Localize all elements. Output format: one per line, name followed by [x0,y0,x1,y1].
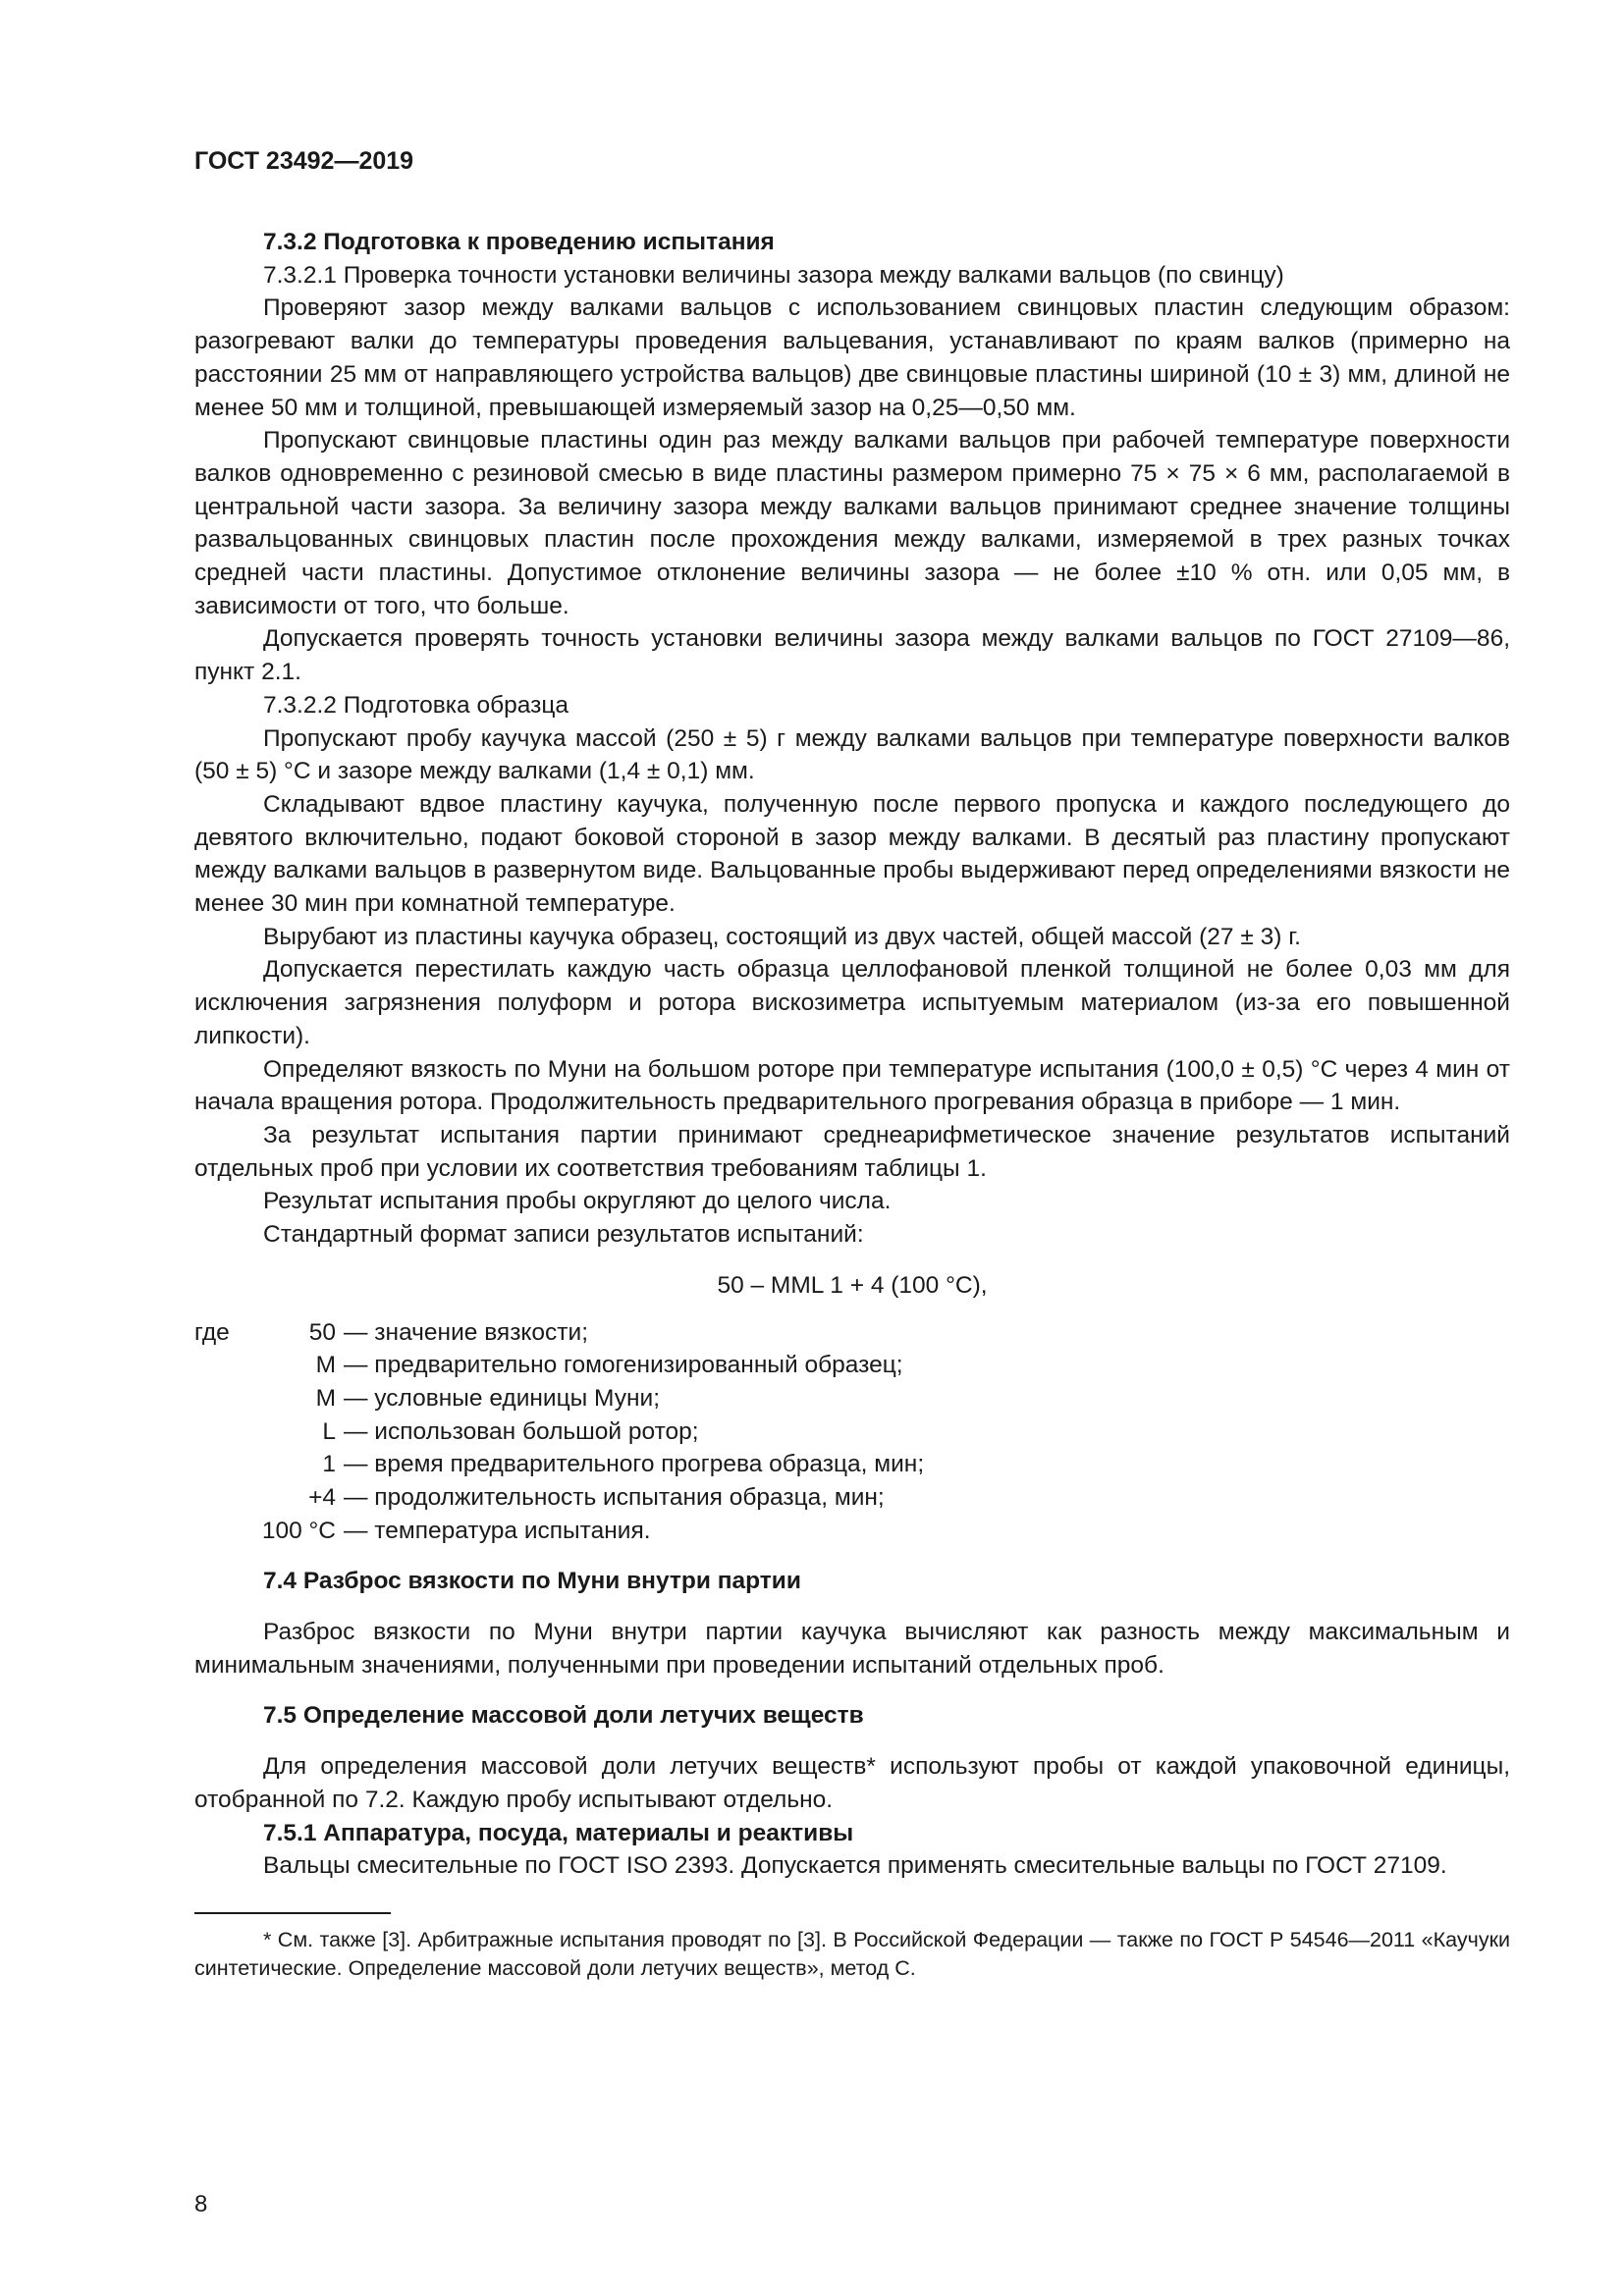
footnote [194,1926,1510,1983]
legend-key: 1 [322,1451,336,1478]
legend-row [194,1316,1510,1350]
legend-text: — значение вязкости; [344,1318,589,1346]
paragraph: Пропускают свинцовые пластины один раз между валками вальцов при рабочей температуре поверхности валков одновременно с резиновой смесью в виде пластины размером примерно 75 × 75 × 6 мм, располагаемой в центральной части зазора. За величину зазора между валками вальцов принимают среднее значение толщины развальцованных свинцовых пластин после прохождения между валками, измеряемой в трех разных точках средней части пластины. Допустимое отклонение величины зазора — не более ±10 % отн. или 0,05 мм, в зависимости от того, что больше. [194,427,1510,619]
paragraph: Для определения массовой доли летучих веществ* используют пробы от каждой упаковочной единицы, отобранной по 7.2. Каждую пробу испытывают отдельно. [194,1753,1510,1813]
page-number: 8 [194,2191,208,2217]
legend-key: 100 °С [261,1517,336,1544]
paragraph: Пропускают пробу каучука массой (250 ± 5) г между валками вальцов при температуре поверхности валков (50 ± 5) °С и зазоре между валками (1,4 ± 0,1) мм. [194,724,1510,785]
footnote-separator [194,1912,391,1914]
legend-text: — время предварительного прогрева образца, мин; [344,1451,925,1478]
legend-row [194,1515,1510,1548]
paragraph: Результат испытания пробы округляют до целого числа. [263,1188,892,1215]
legend-key: M [315,1384,336,1412]
paragraph: За результат испытания партии принимают среднеарифметическое значение результатов испытаний отдельных проб при условии их соответствия требованиям таблицы 1. [194,1121,1510,1182]
paragraph: Вальцы смесительные по ГОСТ ISO 2393. Допускается применять смесительные вальцы по ГОСТ 27109. [263,1852,1447,1880]
paragraph: Вырубают из пластины каучука образец, состоящий из двух частей, общей массой (27 ± 3) г. [263,923,1301,950]
document-body [194,226,1510,1983]
paragraph: Допускается проверять точность установки величины зазора между валками вальцов по ГОСТ 27109—86, пункт 2.1. [194,625,1510,686]
legend-row [194,1415,1510,1449]
legend-row [194,1382,1510,1415]
footnote-text: * См. также [3]. Арбитражные испытания проводят по [3]. В Российской Федерации — также по ГОСТ Р 54546—2011 «Каучуки синтетические. Определение массовой доли летучих веществ», метод С. [194,1927,1510,1980]
legend-text: — условные единицы Муни; [344,1384,661,1412]
legend-key: 50 [308,1318,336,1346]
section-7-5-1-title: 7.5.1 Аппаратура, посуда, материалы и реактивы [263,1819,854,1846]
paragraph: Разброс вязкости по Муни внутри партии каучука вычисляют как разность между максимальным и минимальным значениями, полученными при проведении испытаний отдельных проб. [194,1619,1510,1679]
legend-prefix: где [194,1318,230,1346]
paragraph: Складывают вдвое пластину каучука, полученную после первого пропуска и каждого последующего до девятого включительно, подают боковой стороной в зазор между валками. В десятый раз пластину пропускают между валками вальцов в развернутом виде. Вальцованные пробы выдерживают перед определениями вязкости не менее 30 мин при комнатной температуре. [194,790,1510,918]
document-header: ГОСТ 23492—2019 [194,147,414,175]
legend-row [194,1448,1510,1481]
legend-row [194,1349,1510,1382]
legend-text: — предварительно гомогенизированный образец; [344,1352,903,1379]
formula-legend [194,1316,1510,1548]
legend-key: M [315,1352,336,1379]
section-7-5-title: 7.5 Определение массовой доли летучих веществ [263,1702,864,1730]
formula: 50 – MML 1 + 4 (100 °С), [717,1271,988,1299]
legend-key: +4 [308,1483,336,1511]
paragraph: Проверяют зазор между валками вальцов с использованием свинцовых пластин следующим образом: разогревают валки до температуры проведения вальцевания, устанавливают по краям валков (примерно на расстоянии 25 мм от направляющего устройства вальцов) две свинцовые пластины шириной (10 ± 3) мм, длиной не менее 50 мм и толщиной, превышающей измеряемый зазор на 0,25—0,50 мм. [194,294,1510,421]
section-7-3-2-title: 7.3.2 Подготовка к проведению испытания [263,229,775,255]
legend-text: — продолжительность испытания образца, мин; [344,1483,885,1511]
paragraph: Допускается перестилать каждую часть образца целлофановой пленкой толщиной не более 0,03 мм для исключения загрязнения полуформ и ротора вискозиметра испытуемым материалом (из-за его повышенной липкости). [194,956,1510,1049]
section-7-3-2-1-title: 7.3.2.1 Проверка точности установки величины зазора между валками вальцов (по свинцу) [263,261,1284,289]
section-7-4-title: 7.4 Разброс вязкости по Муни внутри партии [263,1568,801,1595]
legend-text: — использован большой ротор; [344,1417,699,1445]
legend-row [194,1481,1510,1515]
legend-key: L [322,1417,336,1445]
paragraph: Стандартный формат записи результатов испытаний: [263,1221,864,1249]
section-7-3-2-2-title: 7.3.2.2 Подготовка образца [263,691,569,719]
legend-text: — температура испытания. [344,1517,651,1544]
paragraph: Определяют вязкость по Муни на большом роторе при температуре испытания (100,0 ± 0,5) °С через 4 мин от начала вращения ротора. Продолжительность предварительного прогревания образца в приборе — 1 мин. [194,1055,1510,1116]
